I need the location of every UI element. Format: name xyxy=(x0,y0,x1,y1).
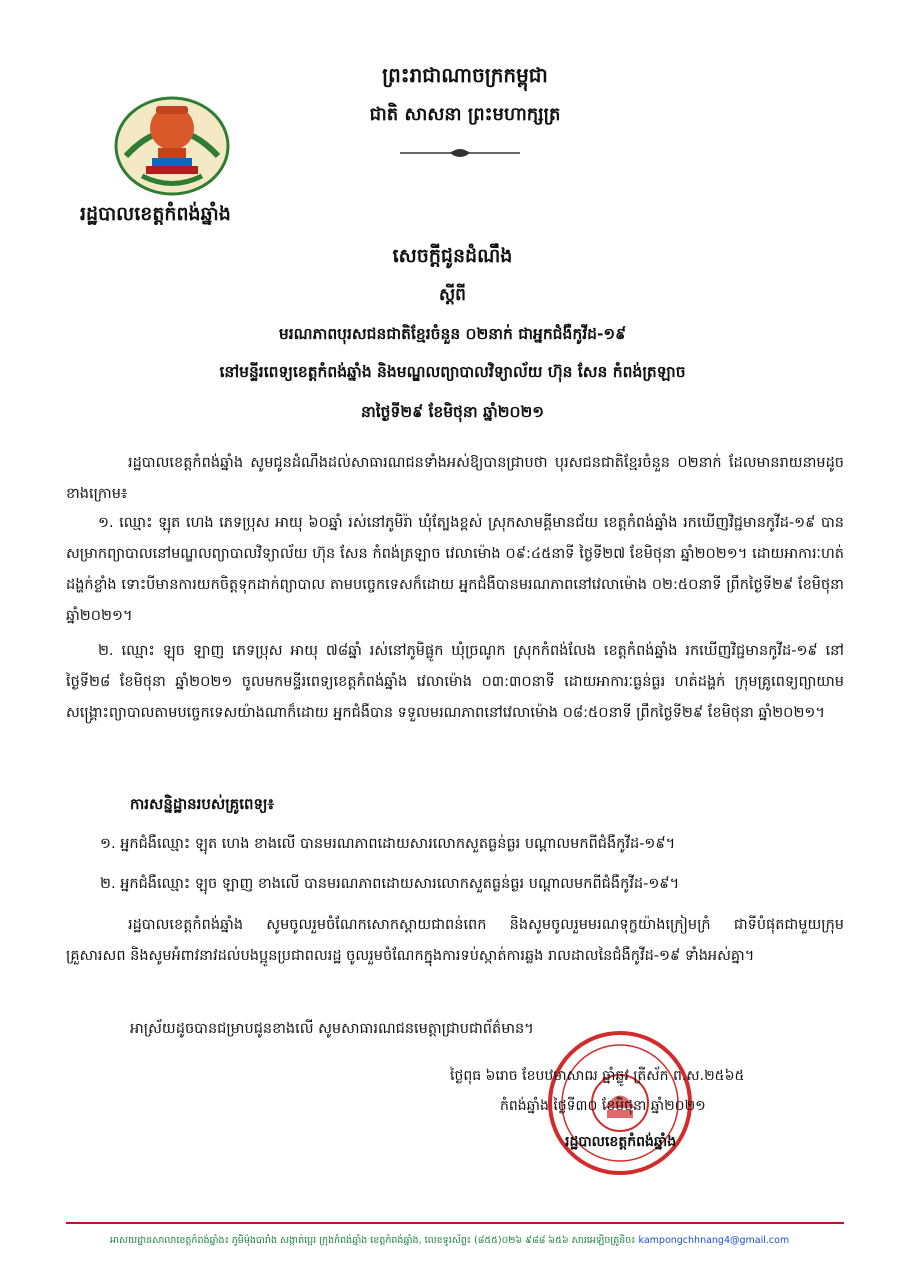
footer-address: អាសយដ្ឋានសាលាខេត្តកំពង់ឆ្នាំង៖ ភូមិម៉ុងបារាំង សង្កាត់ប្អេរ ក្រុងកំពង់ឆ្នាំង ខេត្តកំពង់ឆ្នាំង, លេខទូរស័ព្ទ៖ (៨៥៥)០២៦ ៩៨៨ ៦៥៦ សារអេឡិចត្រូនិច៖ xyxy=(110,1235,636,1246)
kingdom-heading: ព្រះរាជាណាចក្រកម្ពុជា xyxy=(382,63,548,87)
footer-email-link[interactable]: kampongchhnang4@gmail.com xyxy=(638,1235,790,1246)
conclusion-item-2: ២. អ្នកជំងឺឈ្មោះ ឡុច ឡាញ ខាងលើ បានមរណភាពដោយសារលោកសួតធ្ងន់ធ្ងរ បណ្តាលមកពីជំងឺកូវីដ-១៩។ xyxy=(100,876,680,892)
issuing-agency: រដ្ឋបាលខេត្តកំពង់ឆ្នាំង xyxy=(80,203,231,225)
closing-sentence: អាស្រ័យដូចបានជម្រាបជូនខាងលើ សូមសាធារណជនមេត្តាជ្រាបជាព័ត៌មាន។ xyxy=(130,1021,534,1037)
subject-line-1: មរណភាពបុរសជនជាតិខ្មែរចំនួន ០២នាក់ ជាអ្នកជំងឺកូវីដ-១៩ xyxy=(278,325,627,343)
lunar-date: ថ្ងៃពុធ ៦រោច ខែបឋមាសាឍ ឆ្នាំឆ្លូវ ត្រីស័ក ព.ស.២៥៦៥ xyxy=(450,1068,745,1084)
case-2-paragraph: ២. ឈ្មោះ ឡុច ឡាញ ភេទប្រុស អាយុ ៧៨ឆ្នាំ រស់នៅភូមិផ្លូក ឃុំច្រណូក ស្រុកកំពង់លែង ខេត្តកំពង់ឆ្នាំង រកឃើញវិជ្ជមានកូវីដ-១៩ នៅថ្ងៃទី២៨ ខែមិថុនា ឆ្នាំ២០២១ ចូលមកមន្ទីរពេទ្យខេត្តកំពង់ឆ្នាំង វេលាម៉ោង ០៣:៣០នាទី ដោយអាការៈធ្ងន់ធ្ងរ ហត់ដង្ហក់ ក្រុមគ្រូពេទ្យព្យាយាមសង្គ្រោះព្យាបាលតាមបច្ចេកទេសយ៉ាងណាក៏ដោយ អ្នកជំងឺបាន ទទួលមរណភាពនៅវេលាម៉ោង ០៨:៥០នាទី ព្រឹកថ្ងៃទី២៩ ខែមិថុនា ឆ្នាំ២០២១។ xyxy=(66,643,844,721)
provincial-emblem-logo xyxy=(112,86,232,196)
national-motto: ជាតិ សាសនា ព្រះមហាក្សត្រ xyxy=(369,104,561,125)
about-label: ស្តីពី xyxy=(439,285,466,305)
ornament-divider xyxy=(395,144,525,162)
solar-date: កំពង់ឆ្នាំង ថ្ងៃទី៣០ ខែមិថុនា ឆ្នាំ២០២១ xyxy=(500,1098,706,1114)
subject-line-2: នៅមន្ទីរពេទ្យខេត្តកំពង់ឆ្នាំង និងមណ្ឌលព្យាបាលវិទ្យាល័យ ហ៊ុន សែន កំពង់ត្រឡាច xyxy=(219,363,686,381)
footer-rule xyxy=(66,1222,844,1224)
document-type-title: សេចក្តីជូនដំណឹង xyxy=(392,245,513,267)
case-1-paragraph: ១. ឈ្មោះ ឡុត ហេង ភេទប្រុស អាយុ ៦០ឆ្នាំ រស់នៅភូមិរ៉ា ឃុំត្បែងខ្ពស់ ស្រុកសាមគ្គីមានជ័យ ខេត្តកំពង់ឆ្នាំង រកឃើញវិជ្ជមានកូវីដ-១៩ បានសម្រាកព្យាបាលនៅមណ្ឌលព្យាបាលវិទ្យាល័យ ហ៊ុន សែន កំពង់ត្រឡាច វេលាម៉ោង ០៩:៤៥នាទី ថ្ងៃទី២៧ ខែមិថុនា ឆ្នាំ២០២១។ ដោយអាការៈហត់ដង្ហក់ខ្លាំង ទោះបីមានការយកចិត្តទុកដាក់ព្យាបាល តាមបច្ចេកទេសក៏ដោយ អ្នកជំងឺបានមរណភាពនៅវេលាម៉ោង ០២:៥០នាទី ព្រឹកថ្ងៃទី២៩ ខែមិថុនា ឆ្នាំ២០២១។ xyxy=(66,515,844,624)
conclusion-item-1: ១. អ្នកជំងឺឈ្មោះ ឡុត ហេង ខាងលើ បានមរណភាពដោយសារលោកសួតធ្ងន់ធ្ងរ បណ្តាលមកពីជំងឺកូវីដ-១៩។ xyxy=(100,836,676,852)
signatory: រដ្ឋបាលខេត្តកំពង់ឆ្នាំង xyxy=(565,1134,677,1150)
footer-contact xyxy=(110,1234,830,1248)
condolence-paragraph: រដ្ឋបាលខេត្តកំពង់ឆ្នាំង សូមចូលរួមចំណែកសោកស្តាយជាពន់ពេក និងសូមចូលរួមមរណទុក្ខយ៉ាងក្រៀមក្រំ ជាទីបំផុតជាមួយក្រុមគ្រួសារសព និងសូមអំពាវនាវដល់បងប្អូនប្រជាពលរដ្ឋ ចូលរួមចំណែកក្នុងការទប់ស្កាត់ការឆ្លង រាលដាលនៃជំងឺកូវីដ-១៩ ទាំងអស់គ្នា។ xyxy=(66,917,844,964)
subject-line-3: នាថ្ងៃទី២៩ ខែមិថុនា ឆ្នាំ២០២១ xyxy=(361,403,544,421)
intro-paragraph: រដ្ឋបាលខេត្តកំពង់ឆ្នាំង សូមជូនដំណឹងដល់សាធារណជនទាំងអស់ឱ្យបានជ្រាបថា បុរសជនជាតិខ្មែរចំនួន ០២នាក់ ដែលមានរាយនាមដូចខាងក្រោម៖ xyxy=(66,455,844,502)
conclusion-heading: ការសន្និដ្ឋានរបស់គ្រូពេទ្យ៖ xyxy=(130,795,275,813)
